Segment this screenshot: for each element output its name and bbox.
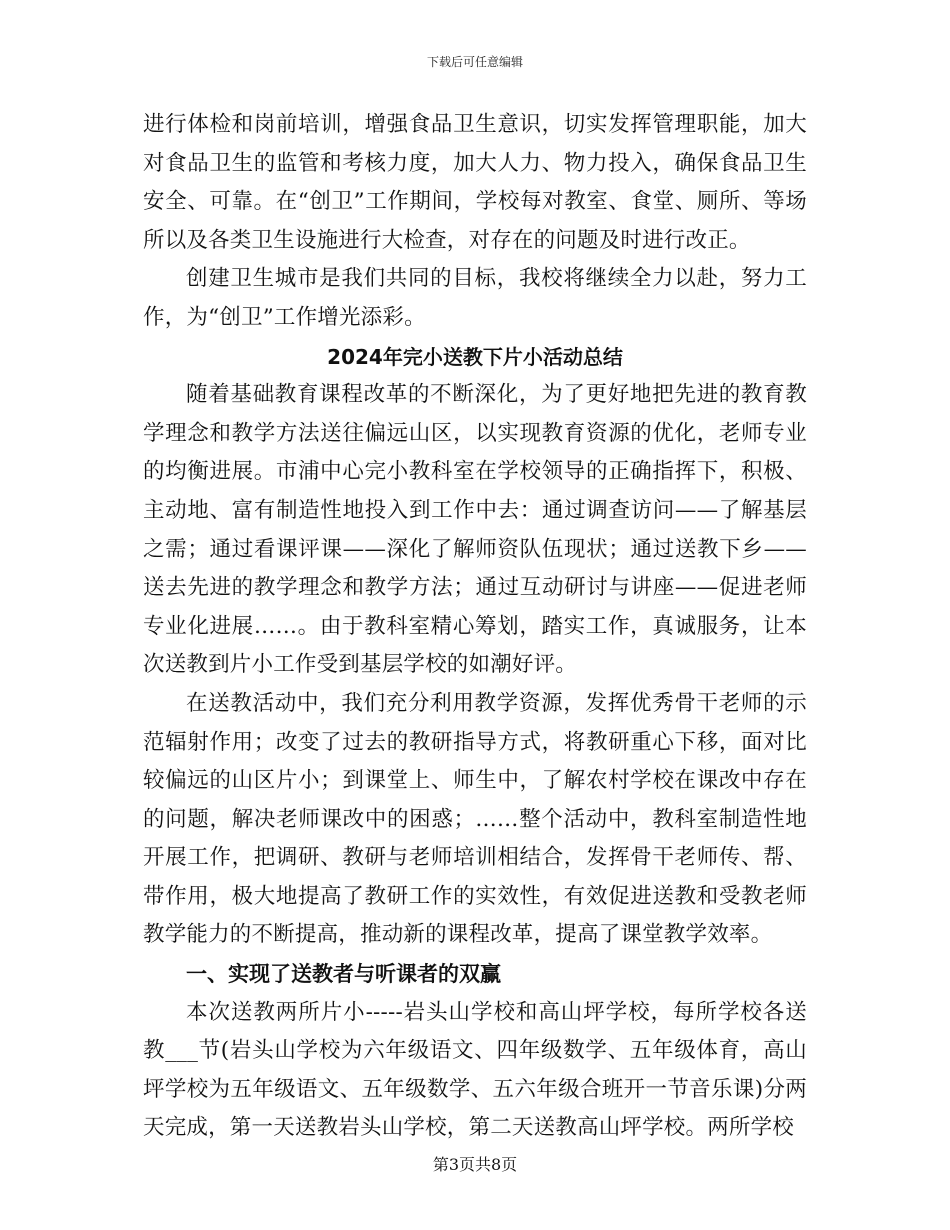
- document-body: [143, 106, 807, 1148]
- paragraph-activity: 在送教活动中，我们充分利用教学资源，发挥优秀骨干老师的示范辐射作用；改变了过去的教研指导方式，将教研重心下移，面对比较偏远的山区片小；到课堂上、师生中，了解农村学校在课改中存在的问题，解决老师课改中的困惑；……整个活动中，教科室制造性地开展工作，把调研、教研与老师培训相结合，发挥骨干老师传、帮、带作用，极大地提高了教研工作的实效性，有效促进送教和受教老师教学能力的不断提高，推动新的课程改革，提高了课堂教学效率。: [143, 690, 807, 948]
- section-heading-1: 一、实现了送教者与听课者的双赢: [186, 962, 501, 987]
- page-header: 下载后可任意编辑: [426, 55, 523, 69]
- paragraph-closing: 创建卫生城市是我们共同的目标，我校将继续全力以赴，努力工作，为“创卫”工作增光添彩。: [143, 266, 807, 330]
- page-footer: 第3页共8页: [432, 1155, 518, 1174]
- paragraph-section-1: 本次送教两所片小-----岩头山学校和高山坪学校，每所学校各送教___节(岩头山学校为六年级语文、四年级数学、五年级体育，高山坪学校为五年级语文、五年级数学、五六年级合班开一节音乐课)分两天完成，第一天送教岩头山学校，第二天送教高山坪学校。两所学校: [143, 999, 807, 1141]
- paragraph-intro: 随着基础教育课程改革的不断深化，为了更好地把先进的教育教学理念和教学方法送往偏远山区，以实现教育资源的优化，老师专业的均衡进展。市浦中心完小教科室在学校领导的正确指挥下，积极、主动地、富有制造性地投入到工作中去：通过调查访问——了解基层之需；通过看课评课——深化了解师资队伍现状；通过送教下乡——送去先进的教学理念和教学方法；通过互动研讨与讲座——促进老师专业化进展……。由于教科室精心筹划，踏实工作，真诚服务，让本次送教到片小工作受到基层学校的如潮好评。: [143, 382, 807, 678]
- paragraph-continued: 进行体检和岗前培训，增强食品卫生意识，切实发挥管理职能，加大对食品卫生的监管和考核力度，加大人力、物力投入，确保食品卫生安全、可靠。在“创卫”工作期间，学校每对教室、食堂、厕所、等场所以及各类卫生设施进行大检查，对存在的问题及时进行改正。: [143, 112, 807, 253]
- document-title: 2024年完小送教下片小活动总结: [327, 344, 623, 369]
